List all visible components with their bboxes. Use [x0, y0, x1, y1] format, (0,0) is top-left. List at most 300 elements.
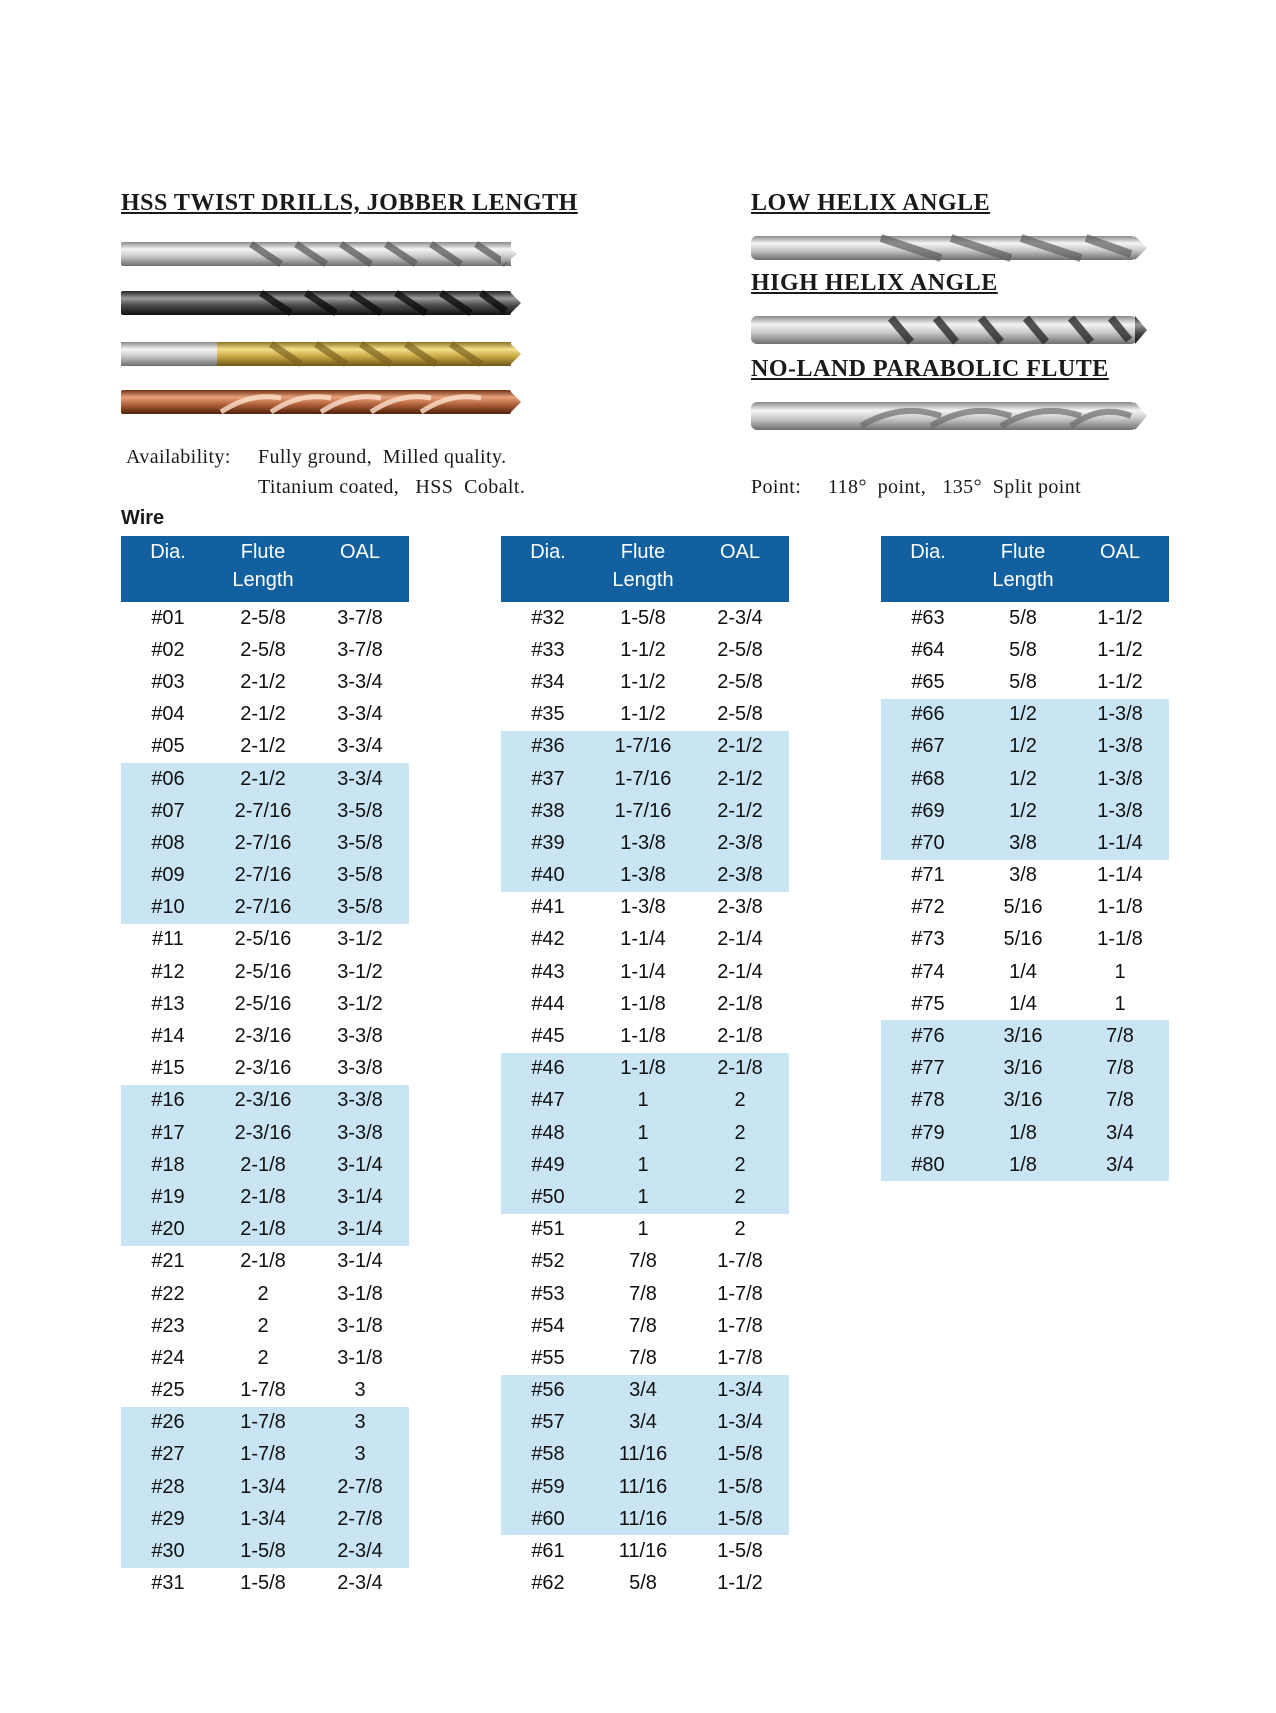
flute-length-cell: 3/16 [975, 1085, 1071, 1117]
oal-cell: 3-1/8 [337, 1346, 383, 1369]
table-row [881, 666, 1169, 698]
table-row [501, 1117, 789, 1149]
dia-cell: #59 [501, 1471, 595, 1503]
flute-length-cell: 7/8 [629, 1346, 657, 1369]
dia-cell: #32 [531, 606, 565, 629]
oal-cell: 1-5/8 [691, 1471, 789, 1503]
dia-cell: #52 [531, 1250, 565, 1273]
table-row [121, 1020, 409, 1052]
titanium-coated-drill-image [121, 336, 521, 372]
table-row [881, 1149, 1169, 1181]
table-row [121, 1117, 409, 1149]
flute-length-cell: 11/16 [618, 1540, 668, 1563]
oal-cell: 1-1/4 [1097, 864, 1143, 887]
table-row [501, 1568, 789, 1600]
dia-cell: #14 [151, 1025, 185, 1048]
oal-cell: 1-3/8 [1071, 795, 1169, 827]
oal-cell: 1-1/8 [1097, 928, 1143, 951]
flute-length-cell: 2 [257, 1346, 269, 1369]
flute-length-cell: 11/16 [595, 1439, 691, 1471]
dia-cell: #11 [152, 928, 184, 951]
flute-length-cell: 1-7/16 [595, 731, 691, 763]
oal-cell: 3-1/4 [337, 1250, 383, 1273]
table-row [881, 763, 1169, 795]
flute-length-cell: 11/16 [595, 1471, 691, 1503]
flute-length-cell: 2-7/16 [215, 892, 311, 924]
flute-length-cell: 1-1/8 [620, 1025, 666, 1048]
flute-length-cell: 1/4 [1009, 960, 1037, 983]
dia-cell: #53 [531, 1282, 565, 1305]
flute-length-cell: 2-3/16 [234, 1025, 292, 1048]
flute-length-cell: 2-1/8 [240, 1250, 286, 1273]
flute-length-cell: 2-5/16 [234, 992, 292, 1015]
oal-cell: 1-3/4 [691, 1407, 789, 1439]
low-helix-drill-image [751, 230, 1147, 266]
dia-cell: #39 [501, 827, 595, 859]
dia-cell: #56 [501, 1375, 595, 1407]
dia-cell: #16 [121, 1085, 215, 1117]
table-row [501, 1053, 789, 1085]
oal-cell: 1-7/8 [717, 1250, 763, 1273]
dia-cell: #43 [531, 960, 565, 983]
flute-length-cell: 1/8 [975, 1149, 1071, 1181]
dia-cell: #40 [501, 860, 595, 892]
dia-cell: #26 [121, 1407, 215, 1439]
dia-column-header: Dia. [501, 536, 595, 602]
table-row [121, 1342, 409, 1374]
oal-cell: 3-3/8 [311, 1117, 409, 1149]
table-row [501, 892, 789, 924]
dia-cell: #70 [881, 827, 975, 859]
flute-length-cell: 2-1/8 [215, 1214, 311, 1246]
table-row [501, 1439, 789, 1471]
oal-cell: 3-3/8 [337, 1025, 383, 1048]
dia-cell: #17 [121, 1117, 215, 1149]
oal-cell: 1-3/8 [1071, 763, 1169, 795]
oal-cell: 3-1/8 [337, 1314, 383, 1337]
table-row [501, 1407, 789, 1439]
flute-length-cell: 1/2 [975, 731, 1071, 763]
table-row [501, 827, 789, 859]
dia-cell: #05 [151, 735, 185, 758]
dia-cell: #46 [501, 1053, 595, 1085]
flute-length-cell: 1-7/16 [595, 763, 691, 795]
flute-length-cell: 1 [595, 1181, 691, 1213]
dia-cell: #23 [151, 1314, 185, 1337]
flute-length-cell: 1-5/8 [215, 1535, 311, 1567]
table-row [881, 634, 1169, 666]
oal-cell: 3-7/8 [337, 606, 383, 629]
dia-cell: #60 [501, 1503, 595, 1535]
oal-cell: 3-3/4 [337, 670, 383, 693]
flute-length-cell: 2-1/2 [240, 703, 286, 726]
table-row [881, 1053, 1169, 1085]
oal-cell: 1-7/8 [717, 1314, 763, 1337]
table-row [121, 699, 409, 731]
oal-cell: 2-5/8 [717, 638, 763, 661]
dia-cell: #50 [501, 1181, 595, 1213]
oal-cell: 3-1/8 [337, 1282, 383, 1305]
flute-length-cell: 1 [595, 1117, 691, 1149]
oal-cell: 3-5/8 [311, 827, 409, 859]
dia-cell: #76 [881, 1020, 975, 1052]
flute-length-cell: 1 [595, 1085, 691, 1117]
table-row [121, 1214, 409, 1246]
table-row [121, 763, 409, 795]
table-row [501, 988, 789, 1020]
dia-cell: #12 [151, 960, 185, 983]
dia-cell: #41 [531, 896, 565, 919]
flute-length-column-header: Flute Length [595, 536, 691, 602]
dia-cell: #75 [911, 992, 945, 1015]
dia-cell: #72 [911, 896, 945, 919]
table-row [121, 1278, 409, 1310]
flute-length-cell: 1/2 [975, 795, 1071, 827]
dia-cell: #28 [121, 1471, 215, 1503]
dia-cell: #58 [501, 1439, 595, 1471]
table-row [121, 1375, 409, 1407]
flute-length-cell: 1-3/4 [215, 1471, 311, 1503]
dia-cell: #38 [501, 795, 595, 827]
oal-cell: 3-1/2 [337, 960, 383, 983]
high-helix-drill-image [751, 310, 1147, 350]
oal-cell: 3-5/8 [311, 860, 409, 892]
oal-cell: 3-3/4 [337, 735, 383, 758]
flute-length-cell: 3/8 [975, 827, 1071, 859]
table-row [501, 1246, 789, 1278]
availability-label: Availability: [126, 446, 231, 468]
flute-length-cell: 3/8 [1009, 864, 1037, 887]
flute-length-cell: 1/2 [975, 699, 1071, 731]
table-row [121, 1407, 409, 1439]
flute-length-cell: 3/4 [595, 1375, 691, 1407]
oal-cell: 2-7/8 [311, 1471, 409, 1503]
oal-cell: 1 [1114, 960, 1126, 983]
table-row [501, 731, 789, 763]
dia-cell: #66 [881, 699, 975, 731]
flute-length-cell: 1-7/8 [240, 1379, 286, 1402]
dia-column-header: Dia. [881, 536, 975, 602]
parabolic-flute-drill-image [751, 396, 1147, 436]
flute-length-cell: 1/8 [975, 1117, 1071, 1149]
flute-length-cell: 2-3/16 [234, 1057, 292, 1080]
dia-cell: #34 [531, 670, 565, 693]
table-header-row [121, 536, 409, 602]
flute-length-cell: 5/8 [1009, 638, 1037, 661]
dia-cell: #20 [121, 1214, 215, 1246]
flute-length-column-header: Flute Length [215, 536, 311, 602]
table-row [501, 956, 789, 988]
oal-cell: 2-1/8 [691, 1053, 789, 1085]
table-row [881, 924, 1169, 956]
dia-cell: #18 [121, 1149, 215, 1181]
oal-cell: 3/4 [1071, 1149, 1169, 1181]
table-row [501, 763, 789, 795]
dia-cell: #67 [881, 731, 975, 763]
table-row [121, 1310, 409, 1342]
dia-cell: #02 [151, 638, 185, 661]
oal-cell: 1-5/8 [717, 1540, 763, 1563]
oal-column-header: OAL [311, 536, 409, 602]
flute-length-cell: 2-1/8 [215, 1149, 311, 1181]
oal-cell: 1-5/8 [691, 1503, 789, 1535]
dia-cell: #09 [121, 860, 215, 892]
oal-cell: 2-1/8 [717, 1025, 763, 1048]
flute-length-cell: 1 [637, 1218, 649, 1241]
table-row [121, 892, 409, 924]
oal-cell: 2-1/2 [691, 795, 789, 827]
dia-cell: #35 [531, 703, 565, 726]
oal-cell: 3 [354, 1379, 366, 1402]
dia-cell: #36 [501, 731, 595, 763]
dia-cell: #68 [881, 763, 975, 795]
low-helix-heading: LOW HELIX ANGLE [751, 190, 991, 216]
oal-cell: 1-1/2 [717, 1572, 763, 1595]
oal-cell: 3-1/4 [311, 1214, 409, 1246]
oal-cell: 2 [691, 1117, 789, 1149]
table-row [121, 634, 409, 666]
table-row [501, 602, 789, 634]
dia-cell: #31 [151, 1572, 185, 1595]
table-row [121, 731, 409, 763]
flute-length-cell: 1-5/8 [620, 606, 666, 629]
table-row [121, 1149, 409, 1181]
oal-cell: 2-3/8 [717, 896, 763, 919]
table-row [121, 1535, 409, 1567]
table-row [501, 860, 789, 892]
oal-cell: 2 [691, 1085, 789, 1117]
table-row [121, 860, 409, 892]
oal-cell: 3-5/8 [311, 795, 409, 827]
dia-cell: #62 [531, 1572, 565, 1595]
oal-cell: 1 [1114, 992, 1126, 1015]
oal-cell: 1-1/8 [1097, 896, 1143, 919]
dia-cell: #57 [501, 1407, 595, 1439]
oal-cell: 1-7/8 [717, 1346, 763, 1369]
dia-cell: #08 [121, 827, 215, 859]
oal-cell: 3-1/4 [311, 1181, 409, 1213]
wire-drill-table-3 [881, 536, 1169, 1181]
table-row [121, 1503, 409, 1535]
dia-cell: #19 [121, 1181, 215, 1213]
flute-length-cell: 2-3/16 [215, 1085, 311, 1117]
table-row [121, 1471, 409, 1503]
flute-length-cell: 2 [257, 1282, 269, 1305]
oal-cell: 3 [311, 1439, 409, 1471]
flute-length-cell: 2-1/2 [215, 763, 311, 795]
oal-cell: 3-7/8 [337, 638, 383, 661]
table-row [881, 699, 1169, 731]
flute-length-cell: 2-5/8 [240, 606, 286, 629]
table-row [881, 602, 1169, 634]
flute-length-cell: 2-1/8 [215, 1181, 311, 1213]
flute-length-cell: 2-7/16 [215, 860, 311, 892]
table-row [121, 1439, 409, 1471]
flute-length-cell: 7/8 [629, 1250, 657, 1273]
dia-cell: #33 [531, 638, 565, 661]
flute-length-cell: 2-1/2 [240, 735, 286, 758]
flute-length-cell: 11/16 [595, 1503, 691, 1535]
dia-cell: #13 [151, 992, 185, 1015]
table-row [501, 1375, 789, 1407]
oal-cell: 2-3/8 [691, 827, 789, 859]
table-row [121, 602, 409, 634]
table-row [501, 924, 789, 956]
dia-cell: #49 [501, 1149, 595, 1181]
dia-cell: #24 [151, 1346, 185, 1369]
cobalt-drill-image [121, 384, 521, 420]
dia-cell: #45 [531, 1025, 565, 1048]
oal-cell: 2-1/8 [717, 992, 763, 1015]
oal-cell: 2-3/8 [691, 860, 789, 892]
oal-cell: 2 [691, 1149, 789, 1181]
oal-cell: 3-3/4 [337, 703, 383, 726]
dia-cell: #07 [121, 795, 215, 827]
flute-length-cell: 1-7/16 [595, 795, 691, 827]
dia-cell: #37 [501, 763, 595, 795]
jobber-length-heading: HSS TWIST DRILLS, JOBBER LENGTH [121, 190, 578, 216]
oal-column-header: OAL [1071, 536, 1169, 602]
flute-length-cell: 2 [257, 1314, 269, 1337]
dia-cell: #27 [121, 1439, 215, 1471]
flute-length-cell: 7/8 [629, 1282, 657, 1305]
flute-length-cell: 5/16 [1003, 896, 1043, 919]
parabolic-flute-heading: NO-LAND PARABOLIC FLUTE [751, 356, 1109, 382]
table-row [121, 1181, 409, 1213]
oal-cell: 1-1/2 [1097, 670, 1143, 693]
flute-length-cell: 5/8 [629, 1572, 657, 1595]
oal-cell: 1-3/4 [691, 1375, 789, 1407]
dia-cell: #77 [881, 1053, 975, 1085]
table-row [121, 1568, 409, 1600]
dia-cell: #73 [911, 928, 945, 951]
table-row [881, 892, 1169, 924]
dia-cell: #55 [531, 1346, 565, 1369]
oal-cell: 3-1/2 [337, 992, 383, 1015]
table-row [121, 827, 409, 859]
oal-cell: 3-3/8 [337, 1057, 383, 1080]
table-row [501, 1535, 789, 1567]
dia-cell: #21 [151, 1250, 185, 1273]
dia-column-header: Dia. [121, 536, 215, 602]
table-row [121, 1085, 409, 1117]
table-header-row [501, 536, 789, 602]
oal-cell: 2-1/2 [691, 763, 789, 795]
table-row [881, 795, 1169, 827]
flute-length-cell: 1-1/8 [620, 992, 666, 1015]
dia-cell: #30 [121, 1535, 215, 1567]
dia-cell: #69 [881, 795, 975, 827]
oal-cell: 3-1/4 [311, 1149, 409, 1181]
dia-cell: #22 [151, 1282, 185, 1305]
flute-length-cell: 1-1/2 [620, 638, 666, 661]
dia-cell: #44 [531, 992, 565, 1015]
table-row [881, 827, 1169, 859]
flute-length-cell: 1-1/2 [620, 703, 666, 726]
table-row [121, 795, 409, 827]
dia-cell: #29 [121, 1503, 215, 1535]
oal-cell: 7/8 [1071, 1085, 1169, 1117]
flute-length-cell: 1-1/4 [620, 928, 666, 951]
dia-cell: #63 [911, 606, 945, 629]
oal-cell: 3 [311, 1407, 409, 1439]
oal-cell: 3/4 [1071, 1117, 1169, 1149]
table-row [501, 634, 789, 666]
oal-cell: 1-3/8 [1071, 731, 1169, 763]
oal-cell: 2 [734, 1218, 746, 1241]
table-row [121, 666, 409, 698]
table-row [881, 988, 1169, 1020]
high-helix-heading: HIGH HELIX ANGLE [751, 270, 998, 296]
table-row [501, 1310, 789, 1342]
table-row [501, 1503, 789, 1535]
oal-cell: 3-1/2 [337, 928, 383, 951]
flute-length-cell: 1-7/8 [215, 1439, 311, 1471]
table-row [501, 1181, 789, 1213]
dia-cell: #15 [151, 1057, 185, 1080]
flute-length-cell: 5/8 [1009, 606, 1037, 629]
table-row [121, 924, 409, 956]
point-value: 118° point, 135° Split point [828, 476, 1082, 498]
oal-cell: 3-3/8 [311, 1085, 409, 1117]
flute-length-cell: 1-1/4 [620, 960, 666, 983]
flute-length-cell: 2-5/8 [240, 638, 286, 661]
flute-length-cell: 5/8 [1009, 670, 1037, 693]
oal-cell: 1-5/8 [691, 1439, 789, 1471]
dia-cell: #47 [501, 1085, 595, 1117]
wire-drill-table-2 [501, 536, 789, 1600]
oal-cell: 3-5/8 [311, 892, 409, 924]
table-row [881, 731, 1169, 763]
table-row [501, 1342, 789, 1374]
oal-cell: 2-7/8 [311, 1503, 409, 1535]
oal-cell: 3-3/4 [311, 763, 409, 795]
table-row [881, 1085, 1169, 1117]
oal-cell: 1-7/8 [717, 1282, 763, 1305]
oal-cell: 2-3/4 [717, 606, 763, 629]
table-header-row [881, 536, 1169, 602]
wire-label: Wire [121, 507, 165, 529]
oal-cell: 7/8 [1071, 1053, 1169, 1085]
dia-cell: #54 [531, 1314, 565, 1337]
table-row [501, 1149, 789, 1181]
table-row [121, 988, 409, 1020]
table-row [501, 666, 789, 698]
flute-length-cell: 1/4 [1009, 992, 1037, 1015]
flute-length-cell: 5/16 [1003, 928, 1043, 951]
dia-cell: #78 [881, 1085, 975, 1117]
oal-cell: 1-1/2 [1097, 606, 1143, 629]
table-row [121, 1053, 409, 1085]
table-row [121, 1246, 409, 1278]
black-oxide-drill-image [121, 285, 521, 321]
availability-line1: Fully ground, Milled quality. [258, 446, 507, 468]
dia-cell: #48 [501, 1117, 595, 1149]
oal-cell: 7/8 [1071, 1020, 1169, 1052]
flute-length-cell: 1-3/8 [620, 896, 666, 919]
dia-cell: #01 [151, 606, 185, 629]
flute-length-cell: 1-1/8 [595, 1053, 691, 1085]
table-row [501, 1471, 789, 1503]
flute-length-cell: 3/4 [595, 1407, 691, 1439]
dia-cell: #51 [531, 1218, 565, 1241]
flute-length-cell: 7/8 [629, 1314, 657, 1337]
oal-cell: 2-5/8 [717, 703, 763, 726]
flute-length-cell: 2-5/16 [234, 960, 292, 983]
table-row [881, 1020, 1169, 1052]
wire-drill-table-1 [121, 536, 409, 1600]
flute-length-cell: 2-3/16 [215, 1117, 311, 1149]
